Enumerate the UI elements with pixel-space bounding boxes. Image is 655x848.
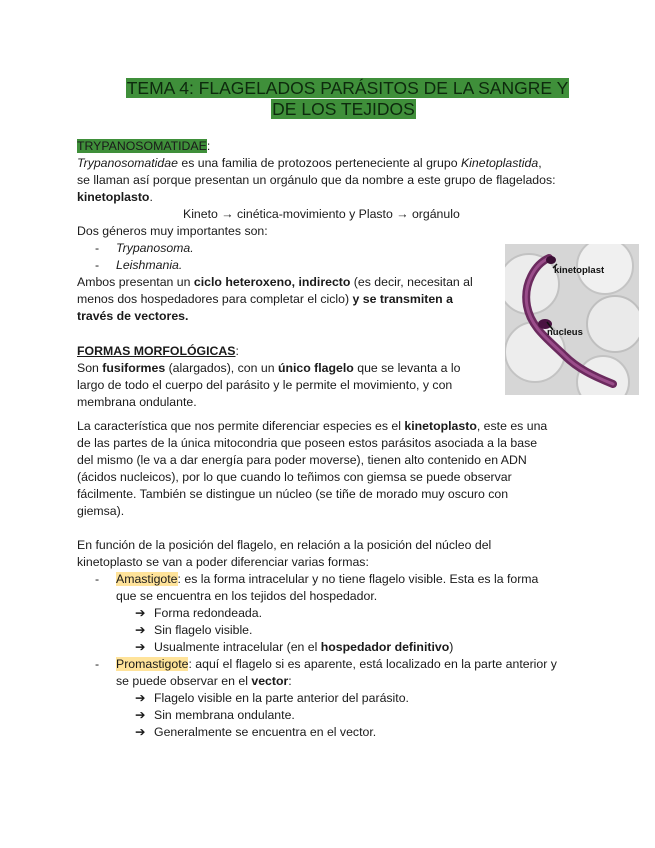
genus-item: Leishmania. (116, 258, 183, 272)
point-item: Flagelo visible en la parte anterior del parásito. (154, 691, 409, 705)
trypanosome-micrograph (505, 244, 639, 395)
paragraph-line: que se encuentra en los tejidos del hospedador. (116, 589, 378, 603)
paragraph-line: kinetoplasto. (77, 190, 153, 204)
dash-bullet: - (95, 572, 100, 586)
label-nucleus: nucleus (547, 327, 583, 338)
etymology-line: Kineto → cinética-movimiento y Plasto → orgánulo (183, 207, 460, 221)
document-title-line1: TEMA 4: FLAGELADOS PARÁSITOS DE LA SANGRE Y (126, 78, 569, 98)
dash-bullet: - (95, 657, 100, 671)
paragraph-line: largo de todo el cuerpo del parásito y le permite el movimiento, y con (77, 378, 453, 392)
paragraph-line: giemsa). (77, 504, 125, 518)
point-item: Sin membrana ondulante. (154, 708, 295, 722)
paragraph-line: menos dos hospedadores para completar el ciclo) y se transmiten a (77, 292, 453, 306)
paragraph-line: fácilmente. También se distingue un núcleo (se tiñe de morado muy oscuro con (77, 487, 509, 501)
section-heading-formas: FORMAS MORFOLÓGICAS: (77, 344, 239, 358)
arrow-bullet-icon: ➔ (135, 623, 146, 637)
paragraph-line: (ácidos nucleicos), por lo que cuando lo teñimos con giemsa se puede observar (77, 470, 512, 484)
arrow-bullet-icon: ➔ (135, 691, 146, 705)
paragraph-line: kinetoplasto se van a poder diferenciar varias formas: (77, 555, 369, 569)
paragraph-line: Trypanosomatidae es una familia de protozoos perteneciente al grupo Kinetoplastida, (77, 156, 542, 170)
arrow-bullet-icon: ➔ (135, 708, 146, 722)
form-item-promastigote: Promastigote: aquí el flagelo si es aparente, está localizado en la parte anterior y (116, 657, 557, 671)
micrograph-svg (505, 244, 639, 395)
paragraph-line: Son fusiformes (alargados), con un único flagelo que se levanta a lo (77, 361, 461, 375)
genus-item: Trypanosoma. (116, 241, 194, 255)
paragraph-line: través de vectores. (77, 309, 189, 323)
label-kinetoplast: kinetoplast (554, 265, 605, 276)
form-item-amastigote: Amastigote: es la forma intracelular y no tiene flagelo visible. Esta es la forma (116, 572, 539, 586)
paragraph-line: En función de la posición del flagelo, en relación a la posición del núcleo del (77, 538, 492, 552)
paragraph-line: Ambos presentan un ciclo heteroxeno, indirecto (es decir, necesitan al (77, 275, 473, 289)
dash-bullet: - (95, 258, 100, 272)
point-item: Generalmente se encuentra en el vector. (154, 725, 377, 739)
section-heading-trypanosomatidae: TRYPANOSOMATIDAE: (77, 139, 211, 153)
paragraph-line: del mismo (le va a dar energía para poder moverse), tienen alto contenido en ADN (77, 453, 527, 467)
paragraph-line: se llaman así porque presentan un orgánulo que da nombre a este grupo de flagelados: (77, 173, 556, 187)
paragraph-line: La característica que nos permite diferenciar especies es el kinetoplasto, este es una (77, 419, 548, 433)
paragraph-line: membrana ondulante. (77, 395, 197, 409)
point-item: Usualmente intracelular (en el hospedador definitivo) (154, 640, 454, 654)
dash-bullet: - (95, 241, 100, 255)
arrow-bullet-icon: ➔ (135, 640, 146, 654)
point-item: Forma redondeada. (154, 606, 263, 620)
paragraph-line: Dos géneros muy importantes son: (77, 224, 268, 238)
point-item: Sin flagelo visible. (154, 623, 253, 637)
arrow-bullet-icon: ➔ (135, 606, 146, 620)
paragraph-line: se puede observar en el vector: (116, 674, 292, 688)
arrow-bullet-icon: ➔ (135, 725, 146, 739)
document-title-line2: DE LOS TEJIDOS (272, 99, 415, 119)
paragraph-line: de las partes de la única mitocondria que poseen estos parásitos asociada a la base (77, 436, 538, 450)
